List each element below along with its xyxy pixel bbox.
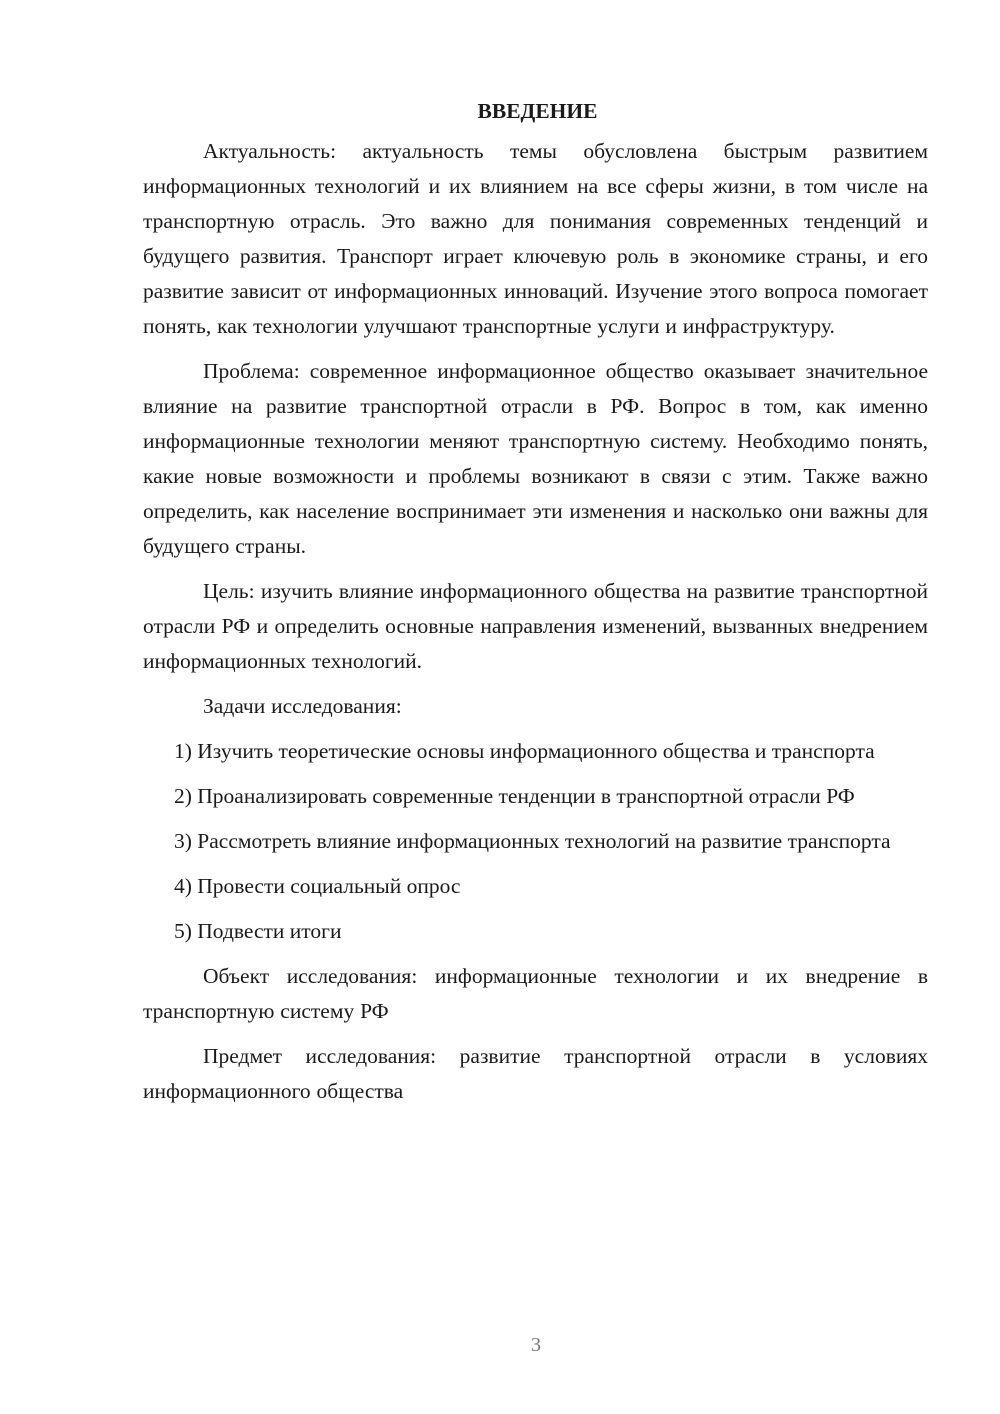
- subject-paragraph: Предмет исследования: развитие транспортной отрасли в условиях информационного общества: [143, 1044, 928, 1103]
- task-item: 1) Изучить теоретические основы информационного общества и транспорта: [174, 739, 875, 763]
- tasks-list: [143, 734, 928, 949]
- task-item: 5) Подвести итоги: [174, 919, 342, 943]
- task-item: 2) Проанализировать современные тенденции в транспортной отрасли РФ: [174, 784, 855, 808]
- page-number: 3: [531, 1334, 541, 1356]
- task-item: 3) Рассмотреть влияние информационных технологий на развитие транспорта: [174, 829, 891, 853]
- problem-paragraph: Проблема: современное информационное общество оказывает значительное влияние на развитие транспортной отрасли в РФ. Вопрос в том, как именно информационные технологии меняют транспортную систему. Необходимо понять, какие новые возможности и проблемы возникают в связи с этим. Также важно определить, как население воспринимает эти изменения и насколько они важны для будущего страны.: [143, 359, 928, 558]
- tasks-heading: Задачи исследования:: [203, 694, 402, 718]
- relevance-paragraph: Актуальность: актуальность темы обусловлена быстрым развитием информационных технологий и их влиянием на все сферы жизни, в том числе на транспортную отрасль. Это важно для понимания современных тенденций и будущего развития. Транспорт играет ключевую роль в экономике страны, и его развитие зависит от информационных инноваций. Изучение этого вопроса помогает понять, как технологии улучшают транспортные услуги и инфраструктуру.: [143, 139, 928, 338]
- task-item: 4) Провести социальный опрос: [174, 874, 461, 898]
- object-paragraph: Объект исследования: информационные технологии и их внедрение в транспортную систему РФ: [143, 964, 928, 1023]
- section-title: ВВЕДЕНИЕ: [477, 99, 598, 123]
- document-page: [143, 94, 928, 1119]
- goal-paragraph: Цель: изучить влияние информационного общества на развитие транспортной отрасли РФ и определить основные направления изменений, вызванных внедрением информационных технологий.: [143, 579, 928, 673]
